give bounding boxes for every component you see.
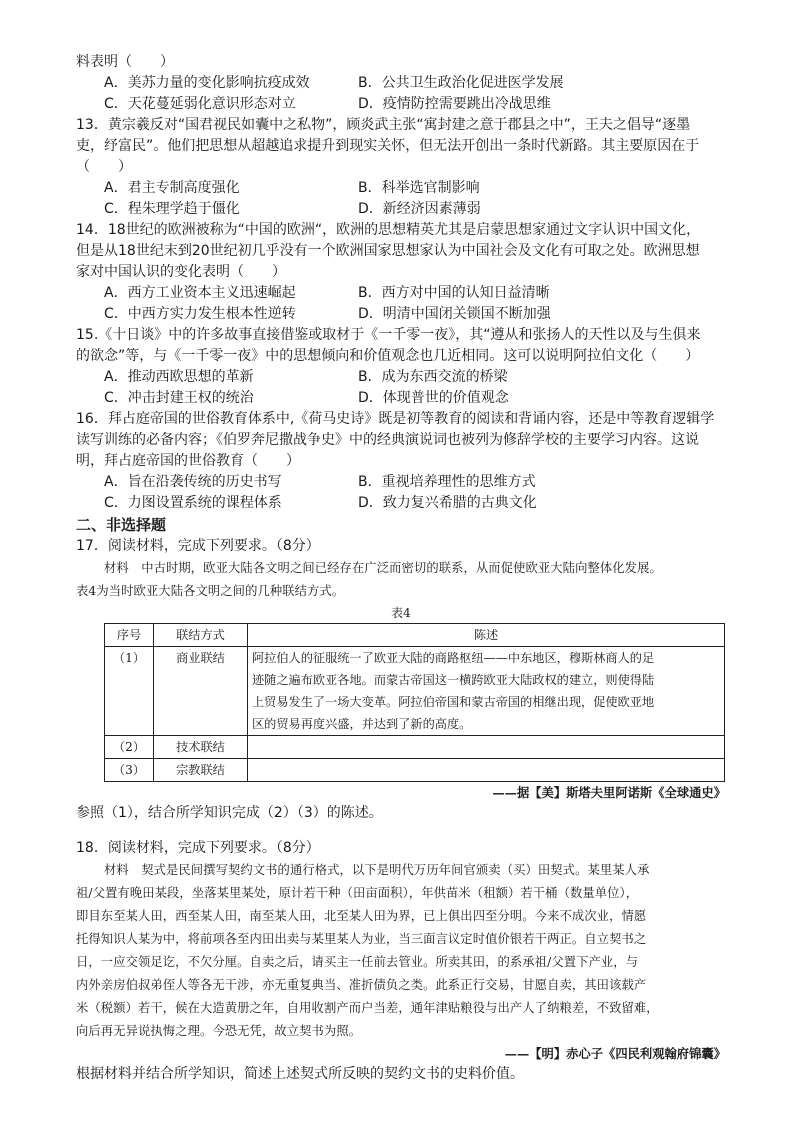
q12-stem-tail: 料表明（ ） [76, 54, 174, 70]
q12-options-row2 [76, 94, 726, 115]
row3-type: 宗教联结 [154, 759, 248, 782]
section-heading-non-choice: 二、非选择题 [76, 516, 167, 534]
q13-option-c[interactable]: C．程朱理学趋于僵化 [104, 201, 240, 217]
q14-options-row1 [76, 283, 726, 304]
table-row [105, 759, 725, 782]
q15-option-a[interactable]: A．推动西欧思想的革新 [104, 369, 254, 385]
row1-type: 商业联结 [154, 647, 248, 736]
q18-material-line: 材料 契式是民间撰写契约文书的通行格式，以下是明代万历年间官颁卖（买）田契式。某里某人承 [104, 863, 650, 877]
q15-option-d[interactable]: D．体现普世的价值观念 [358, 390, 509, 406]
row1-no: （1） [105, 647, 154, 736]
q15-stem-line1: 15.《十日谈》中的许多故事直接借鉴或取材于《一千零一夜》，其“遵从和张扬人的天性以及与生俱来 [76, 327, 701, 343]
row1-desc-line: 迹随之遍布欧亚各地。而蒙古帝国这一横跨欧亚大陆政权的建立，则使得陆 [252, 673, 655, 687]
q16-option-b[interactable]: B．重视培养理性的思维方式 [358, 474, 536, 490]
table-header-row [105, 624, 725, 647]
q16-stem-line3: 明，拜占庭帝国的世俗教育（ ） [76, 453, 300, 469]
q17-material-line2: 表4为当时欧亚大陆各文明之间的几种联结方式。 [76, 584, 345, 598]
q13-option-a[interactable]: A．君主专制高度强化 [104, 180, 240, 196]
q16-option-d[interactable]: D．致力复兴希腊的古典文化 [358, 495, 537, 511]
row2-no: （2） [105, 736, 154, 759]
row3-desc-blank[interactable] [248, 759, 725, 782]
row1-desc-line: 上贸易发生了一场大变革。阿拉伯帝国和蒙古帝国的相继出现，促使欧亚地 [252, 695, 655, 709]
q14-stem-line2: 但是从18世纪末到20世纪初几乎没有一个欧洲国家思想家认为中国社会及文化有可取之处。欧洲思想 [76, 243, 700, 259]
header-type: 联结方式 [154, 624, 248, 647]
q18-material-line: 托得知识人某为中，将前项各至内田出卖与某里某人为业，当三面言议定时值价银若干两正。自立契书之 [76, 932, 647, 946]
q14-option-d[interactable]: D．明清中国闭关锁国不断加强 [358, 306, 551, 322]
q13-stem-line3: （ ） [76, 159, 132, 175]
q13-option-d[interactable]: D．新经济因素薄弱 [358, 201, 481, 217]
q12-option-c[interactable]: C．天花蔓延弱化意识形态对立 [104, 96, 296, 112]
q14-option-b[interactable]: B．西方对中国的认知日益清晰 [358, 285, 550, 301]
q18-heading: 18．阅读材料，完成下列要求。（8分） [76, 840, 320, 856]
q15-options-row1 [76, 367, 726, 388]
linkage-table [104, 623, 725, 782]
q17-requirement: 参照（1），结合所学知识完成（2）（3）的陈述。 [76, 805, 383, 821]
q18-material-line: 祖/父置有晚田某段，坐落某里某处，原计若干种（田亩面积），年供苗米（租额）若干桶（数量单位）， [76, 886, 639, 900]
q18-material-line: 内外亲房伯叔弟侄人等各无干涉，亦无重复典当、准折债负之类。此系正行交易，甘愿自卖，其田该载产 [76, 978, 647, 992]
table-row [105, 736, 725, 759]
exam-page [76, 52, 726, 1085]
q18-material-line: 向后再无异说执悔之理。今恐无凭，故立契书为照。 [76, 1024, 362, 1038]
spacer [76, 824, 726, 838]
q12-option-d[interactable]: D．疫情防控需要跳出冷战思维 [358, 96, 551, 112]
q13-stem-line2: 吏，纾富民”。他们把思想从超越追求提升到现实关怀，但无法开创出一条时代新路。其主要原因在于 [76, 138, 700, 154]
q16-stem-line2: 读写训练的必备内容；《伯罗奔尼撒战争史》中的经典演说词也被列为修辞学校的主要学习内容。这说 [76, 432, 699, 448]
q12-options-row1 [76, 73, 726, 94]
row2-type: 技术联结 [154, 736, 248, 759]
q14-option-c[interactable]: C．中西方实力发生根本性逆转 [104, 306, 296, 322]
q12-option-b[interactable]: B．公共卫生政治化促进医学发展 [358, 75, 564, 91]
q16-stem-line1: 16．拜占庭帝国的世俗教育体系中,《荷马史诗》既是初等教育的阅读和背诵内容，还是中等教育逻辑学 [76, 411, 715, 427]
header-desc: 陈述 [248, 624, 725, 647]
row1-desc-line: 区的贸易再度兴盛，并达到了新的高度。 [252, 717, 472, 731]
row3-no: （3） [105, 759, 154, 782]
header-no: 序号 [105, 624, 154, 647]
q18-material-line: 米（税额）若干，候在大造黄册之年，自用收割产而户当差，通年津贴粮役与出产人了纳粮差，不致留难， [76, 1001, 659, 1015]
q14-option-a[interactable]: A．西方工业资本主义迅速崛起 [104, 285, 296, 301]
q16-option-a[interactable]: A．旨在沿袭传统的历史书写 [104, 474, 282, 490]
q17-source: ——据【美】斯塔夫里阿诺斯《全球通史》 [492, 785, 726, 800]
table-caption: 表4 [391, 606, 411, 620]
q15-stem-line2: 的欲念”等，与《一千零一夜》中的思想倾向和价值观念也几近相同。这可以说明阿拉伯文化（ ） [76, 348, 700, 364]
q14-stem-line1: 14．18世纪的欧洲被称为“中国的欧洲“，欧洲的思想精英尤其是启蒙思想家通过文字认识中国文化， [76, 222, 701, 238]
q15-options-row2 [76, 388, 726, 409]
q13-options-row2 [76, 199, 726, 220]
q13-options-row1 [76, 178, 726, 199]
q15-option-b[interactable]: B．成为东西交流的桥梁 [358, 369, 508, 385]
q15-option-c[interactable]: C．冲击封建王权的统治 [104, 390, 254, 406]
table-row [105, 647, 725, 736]
q18-requirement: 根据材料并结合所学知识，简述上述契式所反映的契约文书的史料价值。 [76, 1066, 524, 1082]
q17-material-line1: 材料 中古时期，欧亚大陆各文明之间已经存在广泛而密切的联系，从而促使欧亚大陆向整体化发展。 [104, 561, 662, 575]
q12-option-a[interactable]: A．美苏力量的变化影响抗疫成效 [104, 75, 310, 91]
q16-option-c[interactable]: C．力图设置系统的课程体系 [104, 495, 282, 511]
q16-options-row2 [76, 493, 726, 514]
q18-material-line: 日，一应交领足讫，不欠分厘。自卖之后，请买主一任前去管业。所卖其田，的系承祖/父置下产业，与 [76, 955, 639, 969]
q16-options-row1 [76, 472, 726, 493]
q17-heading: 17．阅读材料，完成下列要求。（8分） [76, 538, 320, 554]
row2-desc-blank[interactable] [248, 736, 725, 759]
q14-stem-line3: 家对中国认识的变化表明（ ） [76, 264, 286, 280]
q18-source: ——【明】赤心子《四民利观翰府锦囊》 [504, 1046, 726, 1061]
row1-desc-line: 阿拉伯人的征服统一了欧亚大陆的商路枢纽——中东地区，穆斯林商人的足 [252, 651, 655, 665]
q18-material-line: 即目东至某人田，西至某人田，南至某人田，北至某人田为界，已上俱出四至分明。今来不成次业，情愿 [76, 909, 647, 923]
q13-stem-line1: 13．黄宗羲反对“国君视民如囊中之私物”，顾炎武主张“寓封建之意于郡县之中”，王夫之倡导“逐墨 [76, 117, 691, 133]
q14-options-row2 [76, 304, 726, 325]
q13-option-b[interactable]: B．科举选官制影响 [358, 180, 480, 196]
row1-desc [248, 647, 725, 736]
